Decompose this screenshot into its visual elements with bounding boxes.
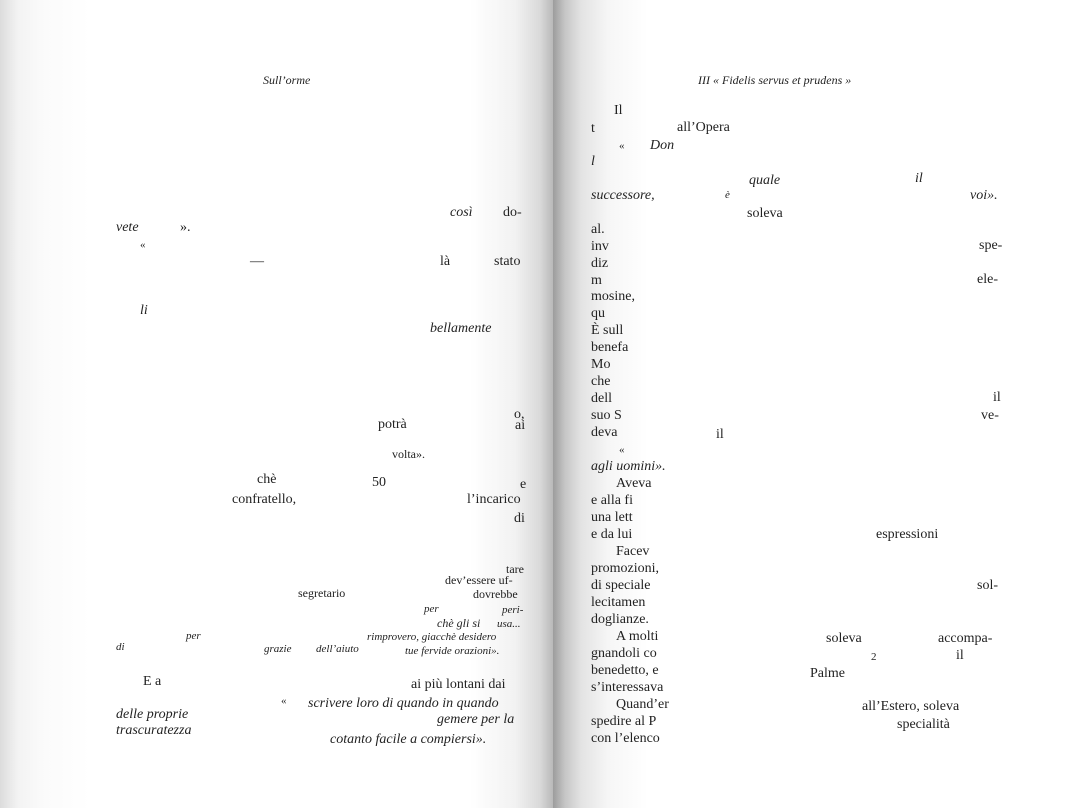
text-fragment: Mo	[591, 357, 611, 372]
text-fragment: È sull	[591, 323, 624, 338]
text-fragment: ai più lontani dai	[411, 677, 506, 692]
text-fragment: soleva	[747, 206, 783, 221]
text-fragment: cotanto facile a compiersi».	[330, 732, 487, 747]
text-fragment: agli uomini».	[591, 459, 666, 474]
text-fragment: all’Opera	[677, 120, 730, 135]
text-fragment: li	[140, 303, 148, 318]
text-fragment: 2	[871, 651, 877, 663]
text-fragment: gnandoli co	[591, 646, 657, 661]
text-fragment: l’incarico	[467, 492, 521, 507]
text-fragment: deva	[591, 425, 618, 440]
text-fragment: —	[250, 254, 264, 269]
text-fragment: il	[956, 648, 964, 663]
running-header-right: III « Fidelis servus et prudens »	[698, 73, 852, 87]
text-fragment: bellamente	[430, 321, 492, 336]
text-fragment: promozioni,	[591, 561, 660, 576]
text-fragment: ».	[180, 220, 191, 235]
text-fragment: confratello,	[232, 492, 297, 507]
right-page	[553, 0, 1071, 808]
text-fragment: così	[450, 205, 473, 220]
text-fragment: con l’elenco	[591, 731, 660, 746]
text-fragment: e	[520, 477, 527, 492]
text-fragment: «	[140, 239, 146, 251]
text-fragment: qu	[591, 306, 605, 321]
text-fragment: specialità	[897, 717, 950, 732]
text-fragment: grazie	[264, 643, 292, 655]
text-fragment: usa...	[497, 618, 521, 630]
text-fragment: m	[591, 273, 602, 288]
text-fragment: chè	[257, 472, 277, 487]
text-fragment: benefa	[591, 340, 629, 355]
text-fragment: A molti	[616, 629, 659, 644]
text-fragment: di	[514, 511, 525, 526]
text-fragment: dovrebbe	[473, 587, 518, 601]
text-fragment: e alla fi	[591, 493, 633, 508]
text-fragment: Facev	[616, 544, 650, 559]
text-fragment: mosine,	[591, 289, 635, 304]
text-fragment: che	[591, 374, 611, 389]
text-fragment: do-	[503, 205, 522, 220]
text-fragment: è	[725, 189, 730, 201]
text-fragment: scrivere loro di quando in quando	[308, 696, 499, 711]
text-fragment: l	[591, 154, 595, 169]
text-fragment: E a	[143, 674, 162, 689]
text-fragment: ele-	[977, 272, 998, 287]
text-fragment: Palme	[810, 666, 845, 681]
text-fragment: «	[619, 140, 625, 152]
text-fragment: t	[591, 121, 595, 136]
text-fragment: ai	[515, 418, 526, 433]
text-fragment: spe-	[979, 238, 1003, 253]
text-fragment: suo S	[591, 408, 622, 423]
text-fragment: di speciale	[591, 578, 651, 593]
text-fragment: inv	[591, 239, 609, 254]
running-header-left: Sull’orme	[263, 73, 311, 87]
text-fragment: gemere per la	[437, 712, 515, 727]
text-fragment: dev’essere uf-	[445, 573, 513, 587]
text-fragment: accompa-	[938, 631, 993, 646]
text-fragment: benedetto, e	[591, 663, 659, 678]
text-fragment: una lett	[591, 510, 633, 525]
text-fragment: all’Estero, soleva	[862, 699, 960, 714]
text-fragment: soleva	[826, 631, 862, 646]
text-fragment: Il	[614, 103, 623, 118]
text-fragment: «	[281, 695, 287, 707]
text-fragment: dell’aiuto	[316, 643, 359, 655]
text-fragment: spedire al P	[591, 714, 657, 729]
text-fragment: successore,	[591, 188, 655, 203]
text-fragment: dell	[591, 391, 612, 406]
text-fragment: s’interessava	[591, 680, 664, 695]
text-fragment: vete	[116, 220, 139, 235]
text-fragment: espressioni	[876, 527, 939, 542]
text-fragment: potrà	[378, 417, 407, 432]
text-fragment: tare	[506, 562, 524, 576]
text-fragment: Don	[650, 138, 675, 153]
text-fragment: tue fervide orazioni».	[405, 645, 500, 657]
text-fragment: diz	[591, 256, 609, 271]
text-fragment: di	[116, 641, 125, 653]
text-fragment: peri-	[502, 604, 524, 616]
text-fragment: il	[716, 427, 724, 442]
text-fragment: 50	[372, 475, 386, 490]
text-fragment: stato	[494, 254, 521, 269]
text-fragment: rimprovero, giacchè desidero	[367, 631, 497, 643]
text-fragment: al.	[591, 222, 605, 237]
text-fragment: sol-	[977, 578, 998, 593]
text-fragment: «	[619, 444, 625, 456]
text-fragment: il	[993, 390, 1001, 405]
text-fragment: Aveva	[616, 476, 652, 491]
text-fragment: per	[186, 630, 201, 642]
text-fragment: quale	[749, 173, 781, 188]
text-fragment: il	[915, 171, 923, 186]
text-fragment: lecitamen	[591, 595, 646, 610]
text-fragment: o,	[514, 407, 525, 422]
text-fragment: Quand’er	[616, 697, 669, 712]
text-fragment: delle proprie	[116, 707, 189, 722]
text-fragment: chè gli si	[437, 616, 481, 630]
text-fragment: doglianze.	[591, 612, 649, 627]
text-fragment: per	[424, 603, 439, 615]
text-fragment: e da lui	[591, 527, 633, 542]
text-fragment: ve-	[981, 408, 999, 423]
text-fragment: segretario	[298, 586, 346, 600]
text-fragment: trascuratezza	[116, 723, 192, 738]
text-fragment: là	[440, 254, 451, 269]
text-fragment: voi».	[970, 188, 998, 203]
text-fragment: volta».	[392, 447, 425, 461]
